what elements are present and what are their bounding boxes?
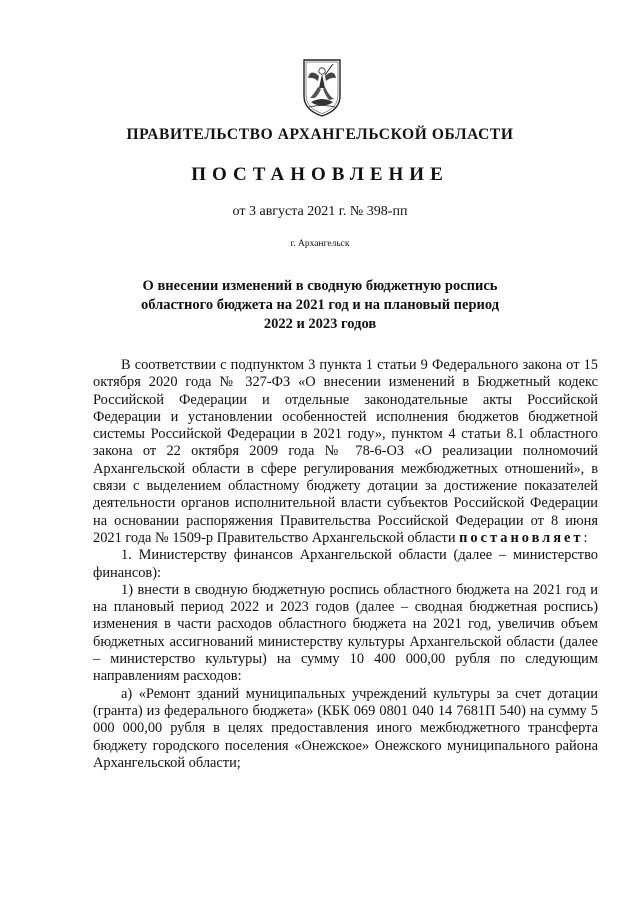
item-1-1-paragraph: 1) внести в сводную бюджетную роспись областного бюджета на 2021 год и на плановый период 2022 и 2023 годов (далее – сводная бюджетная роспись) изменения в части расходов областного бюджета на 2021 год, увеличив объем бюджетных ассигнований министерству культуры Архангельской области (далее – министерство культуры) на сумму 10 400 000,00 рубля по следующим направлениям расходов: <box>93 581 598 685</box>
date-and-number: от 3 августа 2021 г. № 398-пп <box>232 204 408 219</box>
item-1-1-a-paragraph: а) «Ремонт зданий муниципальных учреждений культуры за счет дотации (гранта) из федерального бюджета» (КБК 069 0801 040 14 7681П 540) на сумму 5 000 000,00 рубля в целях предоставления иного межбюджетного трансферта бюджету городского поселения «Онежское» Онежского муниципального района Архангельской области; <box>93 685 598 771</box>
document-type: ПОСТАНОВЛЕНИЕ <box>191 164 449 185</box>
preamble-paragraph <box>93 357 598 547</box>
city-name: г. Архангельск <box>290 239 350 249</box>
coat-of-arms-emblem <box>301 58 343 118</box>
document-title <box>0 277 640 334</box>
document-body <box>93 357 598 772</box>
organization-name: ПРАВИТЕЛЬСТВО АРХАНГЕЛЬСКОЙ ОБЛАСТИ <box>126 126 514 143</box>
title-line: областного бюджета на 2021 год и на плановый период <box>140 297 500 313</box>
title-line: О внесении изменений в сводную бюджетную роспись <box>142 278 498 294</box>
title-line: 2022 и 2023 годов <box>263 316 377 332</box>
preamble-text: В соответствии с подпунктом 3 пункта 1 статьи 9 Федерального закона от 15 октября 2020 года № 327-ФЗ «О внесении изменений в Бюджетный кодекс Российской Федерации и отдельные законодательные акты Российской Федерации и установлении особенностей исполнения бюджетов бюджетной системы Российской Федерации в 2021 году», пунктом 4 статьи 8.1 областного закона от 22 октября 2009 года № 78-6-ОЗ «О реализации полномочий Архангельской области в сфере регулирования межбюджетных отношений», в связи с выделением областному бюджету дотации за достижение показателей деятельности органов исполнительной власти субъектов Российской Федерации на основании распоряжения Правительства Российской Федерации от 8 июня 2021 года № 1509-р Правительство Архангельской области <box>93 357 598 546</box>
item-1-paragraph: 1. Министерству финансов Архангельской области (далее – министерство финансов): <box>93 547 598 581</box>
resolves-colon: : <box>583 529 588 546</box>
resolves-word: постановляет <box>459 529 584 546</box>
